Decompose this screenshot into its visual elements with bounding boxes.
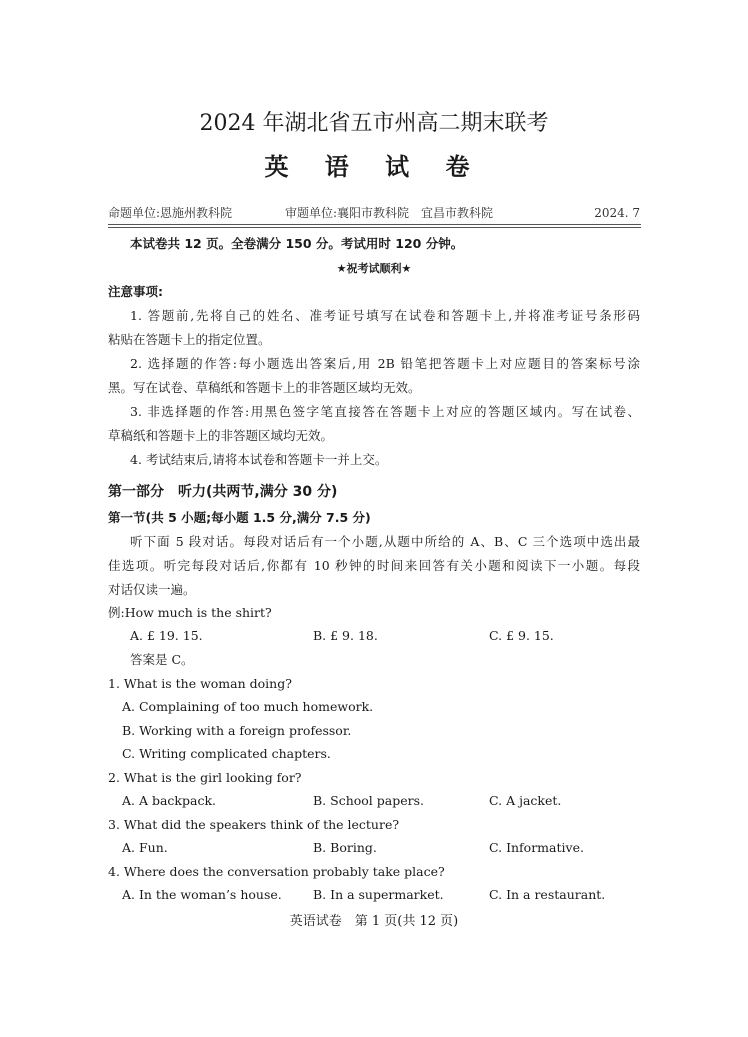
wish: ★祝考试顺利★ [336, 262, 412, 275]
note: 2. 选择题的作答:每小题选出答案后,用 2B 铅笔把答题卡上对应题目的答案标号涂 [130, 356, 640, 371]
question: 2. What is the girl looking for? [108, 770, 302, 785]
exam-date: 2024. 7 [594, 206, 640, 220]
example-answer: 答案是 C。 [130, 652, 194, 667]
option: B. Working with a foreign professor. [122, 723, 352, 738]
section-heading: 第一节(共 5 小题;每小题 1.5 分,满分 7.5 分) [108, 510, 371, 525]
instruction: 听下面 5 段对话。每段对话后有一个小题,从题中所给的 A、B、C 三个选项中选出最 [130, 534, 640, 549]
reviewer-unit: 审题单位:襄阳市教科院 宜昌市教科院 [285, 206, 494, 220]
page-footer: 英语试卷 第 1 页(共 12 页) [289, 914, 459, 929]
subject-title: 英 语 试 卷 [264, 153, 484, 181]
option: B. School papers. [313, 793, 424, 808]
option: A. Fun. [122, 840, 168, 855]
option: B. In a supermarket. [313, 887, 444, 902]
note: 1. 答题前,先将自己的姓名、准考证号填写在试卷和答题卡上,并将准考证号条形码 [130, 308, 640, 323]
part-heading: 第一部分 听力(共两节,满分 30 分) [108, 484, 338, 500]
option: A. £ 19. 15. [130, 628, 203, 643]
note: 粘贴在答题卡上的指定位置。 [108, 332, 271, 347]
question: 4. Where does the conversation probably take place? [108, 864, 445, 879]
intro: 本试卷共 12 页。全卷满分 150 分。考试用时 120 分钟。 [130, 236, 464, 251]
option: A. Complaining of too much homework. [122, 699, 374, 714]
question: 3. What did the speakers think of the lecture? [108, 817, 400, 832]
note: 3. 非选择题的作答:用黑色签字笔直接答在答题卡上对应的答题区域内。写在试卷、 [130, 404, 640, 419]
option: A. In the woman’s house. [122, 887, 282, 902]
divider [108, 227, 641, 228]
option: C. In a restaurant. [489, 887, 606, 902]
author-unit: 命题单位:恩施州教科院 [108, 206, 233, 220]
question: 1. What is the woman doing? [108, 676, 292, 691]
option: B. Boring. [313, 840, 377, 855]
option: A. A backpack. [122, 793, 217, 808]
divider [108, 224, 641, 225]
option: C. A jacket. [489, 793, 562, 808]
option: B. £ 9. 18. [313, 628, 378, 643]
note: 黑。写在试卷、草稿纸和答题卡上的非答题区域均无效。 [108, 380, 421, 395]
instruction: 佳选项。听完每段对话后,你都有 10 秒钟的时间来回答有关小题和阅读下一小题。每段 [108, 558, 640, 573]
option: C. £ 9. 15. [489, 628, 554, 643]
notes-title: 注意事项: [108, 284, 163, 299]
instruction: 对话仅读一遍。 [108, 582, 196, 597]
note: 草稿纸和答题卡上的非答题区域均无效。 [108, 428, 334, 443]
exam-title: 2024 年湖北省五市州高二期末联考 [199, 111, 549, 136]
example-question: 例:How much is the shirt? [108, 605, 272, 620]
note: 4. 考试结束后,请将本试卷和答题卡一并上交。 [130, 452, 388, 467]
option: C. Writing complicated chapters. [122, 746, 331, 761]
option: C. Informative. [489, 840, 584, 855]
